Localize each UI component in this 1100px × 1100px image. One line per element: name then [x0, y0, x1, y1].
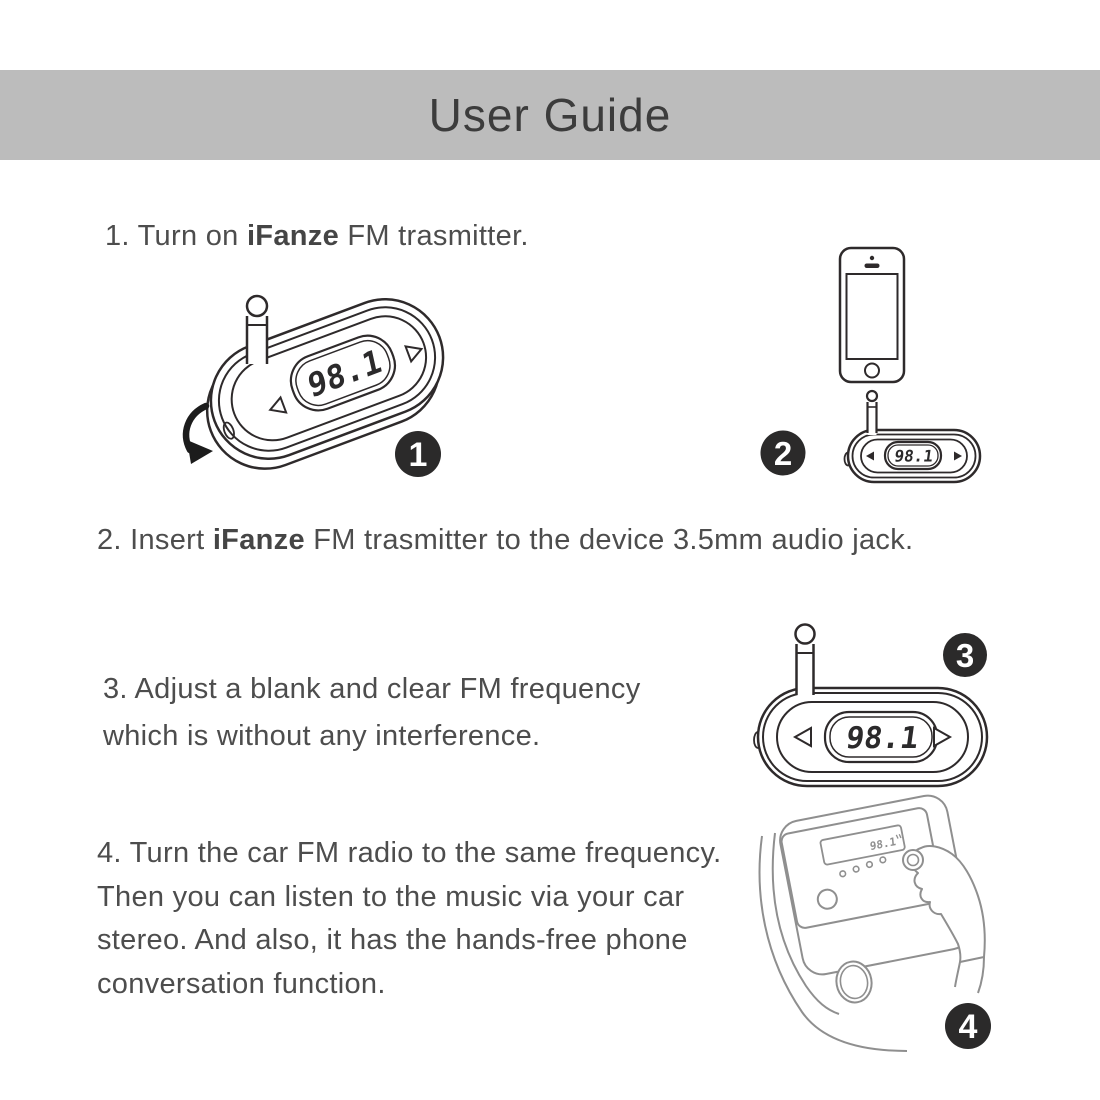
audio-jack-icon [867, 391, 877, 435]
home-button-icon [865, 364, 879, 378]
step-1-text [105, 220, 529, 253]
svg-text:1: 1 [408, 436, 428, 475]
step-4-line-4: conversation function. [97, 967, 386, 1000]
brand-name: iFanze [246, 220, 339, 252]
step-1-prefix: 1. Turn on [105, 220, 247, 252]
brand-name: iFanze [212, 524, 305, 556]
step-badge-3 [943, 633, 987, 677]
step-4-line-2: Then you can listen to the music via your car [97, 880, 685, 913]
step-2-text [97, 524, 913, 557]
speaker-icon [865, 264, 880, 269]
page-title: User Guide [428, 89, 672, 141]
svg-text:2: 2 [773, 434, 793, 472]
frequency-display: 98.1 [869, 835, 897, 854]
step-4-line-1: 4. Turn the car FM radio to the same frequency. [97, 837, 722, 869]
step-3-line-1: 3. Adjust a blank and clear FM frequency [103, 673, 641, 705]
fm-transmitter-small [845, 391, 981, 482]
step-badge-4 [945, 1003, 991, 1049]
phone-illustration [840, 248, 904, 382]
fm-transmitter-front-illustration [730, 600, 1020, 800]
tuning-knob [903, 850, 923, 870]
step-badge-1 [395, 431, 441, 477]
audio-jack-icon [247, 296, 267, 364]
step-1-suffix: FM trasmitter. [339, 220, 529, 252]
preset-button [853, 866, 860, 873]
preset-button [880, 857, 887, 864]
svg-text:3: 3 [955, 636, 975, 674]
audio-jack-icon [796, 625, 815, 696]
step-4-line-3: stereo. And also, it has the hands-free phone [97, 924, 688, 956]
svg-text:4: 4 [958, 1008, 978, 1047]
car-stereo-illustration [725, 790, 1035, 1090]
header-bar [0, 70, 1100, 160]
frequency-display: 98.1 [893, 446, 935, 466]
phone-with-transmitter-illustration [740, 235, 1020, 490]
frequency-display: 98.1 [304, 341, 385, 406]
preset-button [839, 870, 846, 877]
step-3-text [103, 666, 641, 760]
step-3-line-2: which is without any interference. [103, 720, 541, 752]
phone-screen [847, 274, 898, 359]
wrist-line [978, 957, 984, 993]
wrist-line [955, 962, 960, 987]
frequency-display: 98.1 [843, 721, 921, 756]
camera-icon [870, 256, 874, 260]
fm-transmitter-tilted-illustration [150, 270, 500, 500]
step-2-suffix: FM trasmitter to the device 3.5mm audio jack. [304, 524, 914, 556]
step-2-prefix: 2. Insert [97, 524, 213, 556]
step-badge-2 [761, 431, 806, 476]
preset-button [866, 861, 873, 868]
step-4-text [97, 832, 721, 1006]
